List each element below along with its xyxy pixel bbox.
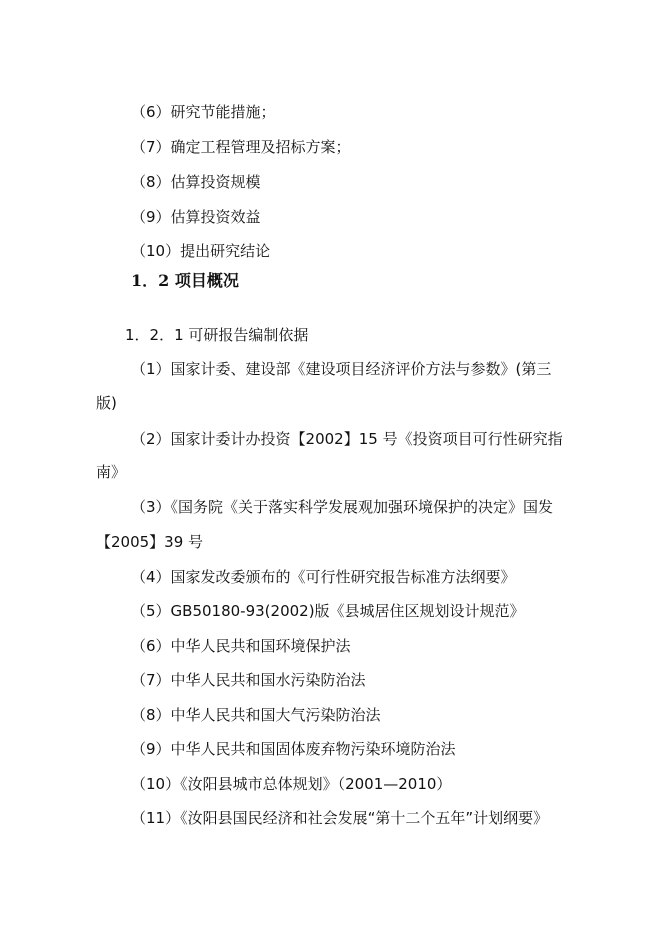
basis-item-3-line1: （3）《国务院《关于落实科学发展观加强环境保护的决定》国发 [131, 498, 554, 516]
subsection-heading: 1．2．1 可研报告编制依据 [125, 326, 309, 344]
basis-item-1-line1: （1）国家计委、建设部《建设项目经济评价方法与参数》(第三 [131, 360, 552, 378]
section-heading: 1．2 项目概况 [131, 271, 239, 290]
basis-item-1-line2: 版) [96, 394, 117, 412]
list-item: （9）估算投资效益 [131, 208, 261, 226]
list-item: （10）提出研究结论 [131, 242, 271, 260]
basis-item-2-line2: 南》 [96, 463, 127, 481]
basis-item-3-line2: 【2005】39 号 [96, 533, 204, 551]
basis-item-4: （4）国家发改委颁布的《可行性研究报告标准方法纲要》 [131, 568, 516, 586]
basis-item-6: （6）中华人民共和国环境保护法 [131, 637, 351, 655]
list-item: （6）研究节能措施； [131, 103, 276, 121]
list-item: （8）估算投资规模 [131, 173, 261, 191]
basis-item-8: （8）中华人民共和国大气污染防治法 [131, 706, 381, 724]
basis-item-2-line1: （2）国家计委计办投资【2002】15 号《投资项目可行性研究指 [131, 430, 563, 448]
basis-item-5: （5）GB50180-93(2002)版《县城居住区规划设计规范》 [131, 602, 525, 620]
basis-item-9: （9）中华人民共和国固体废弃物污染环境防治法 [131, 740, 456, 758]
list-item: （7）确定工程管理及招标方案； [131, 138, 351, 156]
basis-item-11: （11）《汝阳县国民经济和社会发展“第十二个五年”计划纲要》 [131, 809, 549, 827]
basis-item-7: （7）中华人民共和国水污染防治法 [131, 671, 366, 689]
basis-item-10: （10）《汝阳县城市总体规划》（2001—2010） [131, 775, 452, 793]
